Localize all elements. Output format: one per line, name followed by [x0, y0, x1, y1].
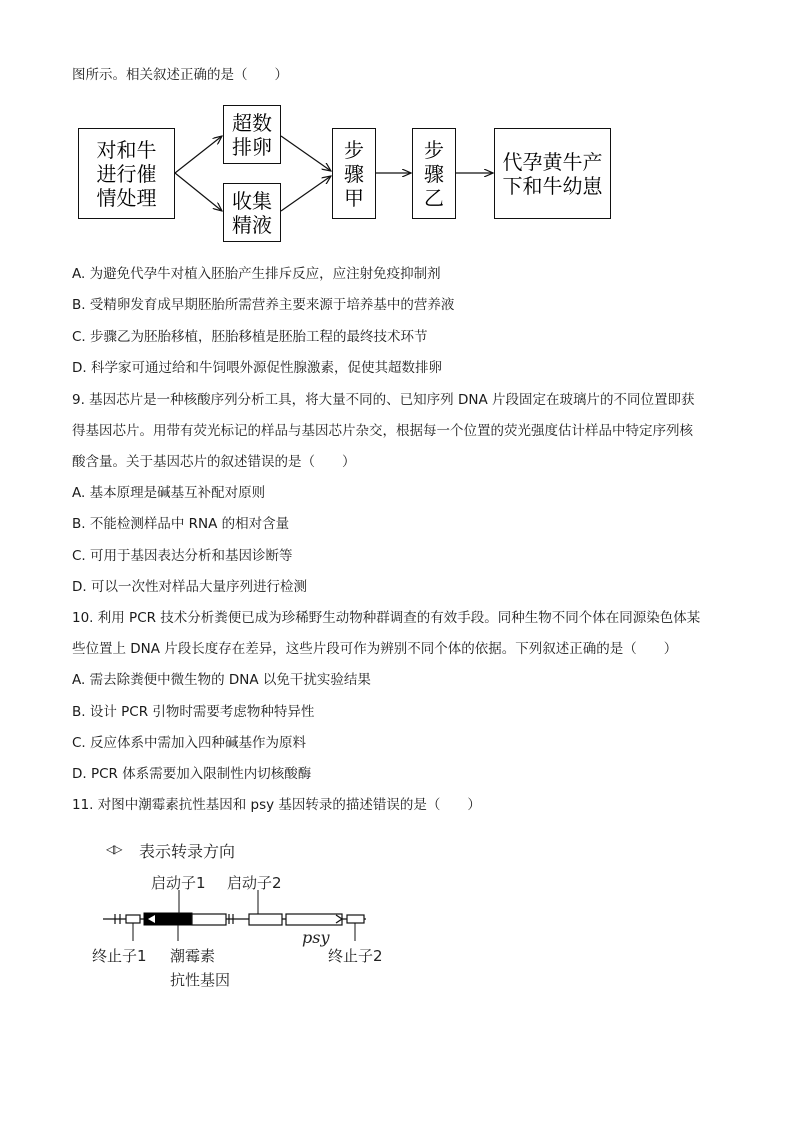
- psy-gene-label: psy: [302, 928, 330, 947]
- promoter-1-box: [192, 914, 226, 925]
- arrow-collect-to-step-a: [281, 176, 331, 211]
- terminator-1-box: [126, 915, 140, 923]
- promoter-2-label: 启动子2: [227, 874, 282, 892]
- flow-diagram: [0, 0, 794, 260]
- flow-box-step-b: 步 骤 乙: [412, 128, 456, 219]
- flow-box-collect-semen: 收集 精液: [223, 183, 281, 242]
- q11-stem: 11. 对图中潮霉素抗性基因和 psy 基因转录的描述错误的是（ ）: [72, 797, 481, 813]
- q9-stem-line-2: 得基因芯片。用带有荧光标记的样品与基因芯片杂交，根据每一个位置的荧光强度估计样品中特定序列核: [72, 423, 693, 439]
- q9-option-b: B. 不能检测样品中 RNA 的相对含量: [72, 516, 290, 532]
- gene-construct-drawing: [0, 830, 794, 1000]
- terminator-2-label: 终止子2: [328, 947, 383, 965]
- hygromycin-gene-label-line-2: 抗性基因: [170, 971, 231, 989]
- q8-option-c: C. 步骤乙为胚胎移植，胚胎移植是胚胎工程的最终技术环节: [72, 329, 428, 345]
- promoter-2-box: [249, 914, 282, 925]
- gene-construct-diagram: [0, 830, 794, 1000]
- q10-stem-line-2: 些位置上 DNA 片段长度存在差异，这些片段可作为辨别不同个体的依据。下列叙述正确的是（ ）: [72, 641, 678, 657]
- flow-box-estrus: 对和牛 进行催 情处理: [78, 128, 175, 219]
- arrow-to-collect: [175, 173, 222, 211]
- transcription-direction-legend-text: 表示转录方向: [139, 842, 236, 861]
- hygromycin-gene-label-line-1: 潮霉素: [170, 947, 216, 965]
- q10-option-b: B. 设计 PCR 引物时需要考虑物种特异性: [72, 704, 315, 720]
- q8-option-b: B. 受精卵发育成早期胚胎所需营养主要来源于培养基中的营养液: [72, 297, 455, 313]
- psy-gene-box: [286, 914, 342, 925]
- flow-box-superovulation: 超数 排卵: [223, 105, 281, 164]
- flow-box-step-a: 步 骤 甲: [332, 128, 376, 219]
- q8-option-d: D. 科学家可通过给和牛饲喂外源促性腺激素，促使其超数排卵: [72, 360, 442, 376]
- q10-stem-line-1: 10. 利用 PCR 技术分析粪便已成为珍稀野生动物种群调查的有效手段。同种生物不同个体在同源染色体某: [72, 610, 701, 626]
- q10-option-a: A. 需去除粪便中微生物的 DNA 以免干扰实验结果: [72, 672, 371, 688]
- arrow-to-superovulation: [175, 136, 222, 173]
- terminator-2-box: [347, 915, 364, 923]
- q9-option-d: D. 可以一次性对样品大量序列进行检测: [72, 579, 307, 595]
- promoter-1-label: 启动子1: [151, 874, 206, 892]
- q10-option-c: C. 反应体系中需加入四种碱基作为原料: [72, 735, 307, 751]
- q8-option-a: A. 为避免代孕牛对植入胚胎产生排斥反应，应注射免疫抑制剂: [72, 266, 441, 282]
- q10-option-d: D. PCR 体系需要加入限制性内切核酸酶: [72, 766, 312, 782]
- arrow-super-to-step-a: [281, 136, 331, 171]
- transcription-direction-legend-symbol: ◁▷: [106, 842, 121, 856]
- q9-stem-line-3: 酸含量。关于基因芯片的叙述错误的是（ ）: [72, 454, 356, 470]
- q9-stem-line-1: 9. 基因芯片是一种核酸序列分析工具，将大量不同的、已知序列 DNA 片段固定在玻璃片的不同位置即获: [72, 392, 695, 408]
- q9-option-a: A. 基本原理是碱基互补配对原则: [72, 485, 266, 501]
- flow-box-result: 代孕黄牛产 下和牛幼崽: [494, 128, 611, 219]
- terminator-1-label: 终止子1: [92, 947, 147, 965]
- flow-arrows: [0, 0, 794, 260]
- q9-option-c: C. 可用于基因表达分析和基因诊断等: [72, 548, 293, 564]
- question-8-stem-tail: 图所示。相关叙述正确的是（ ）: [72, 67, 288, 83]
